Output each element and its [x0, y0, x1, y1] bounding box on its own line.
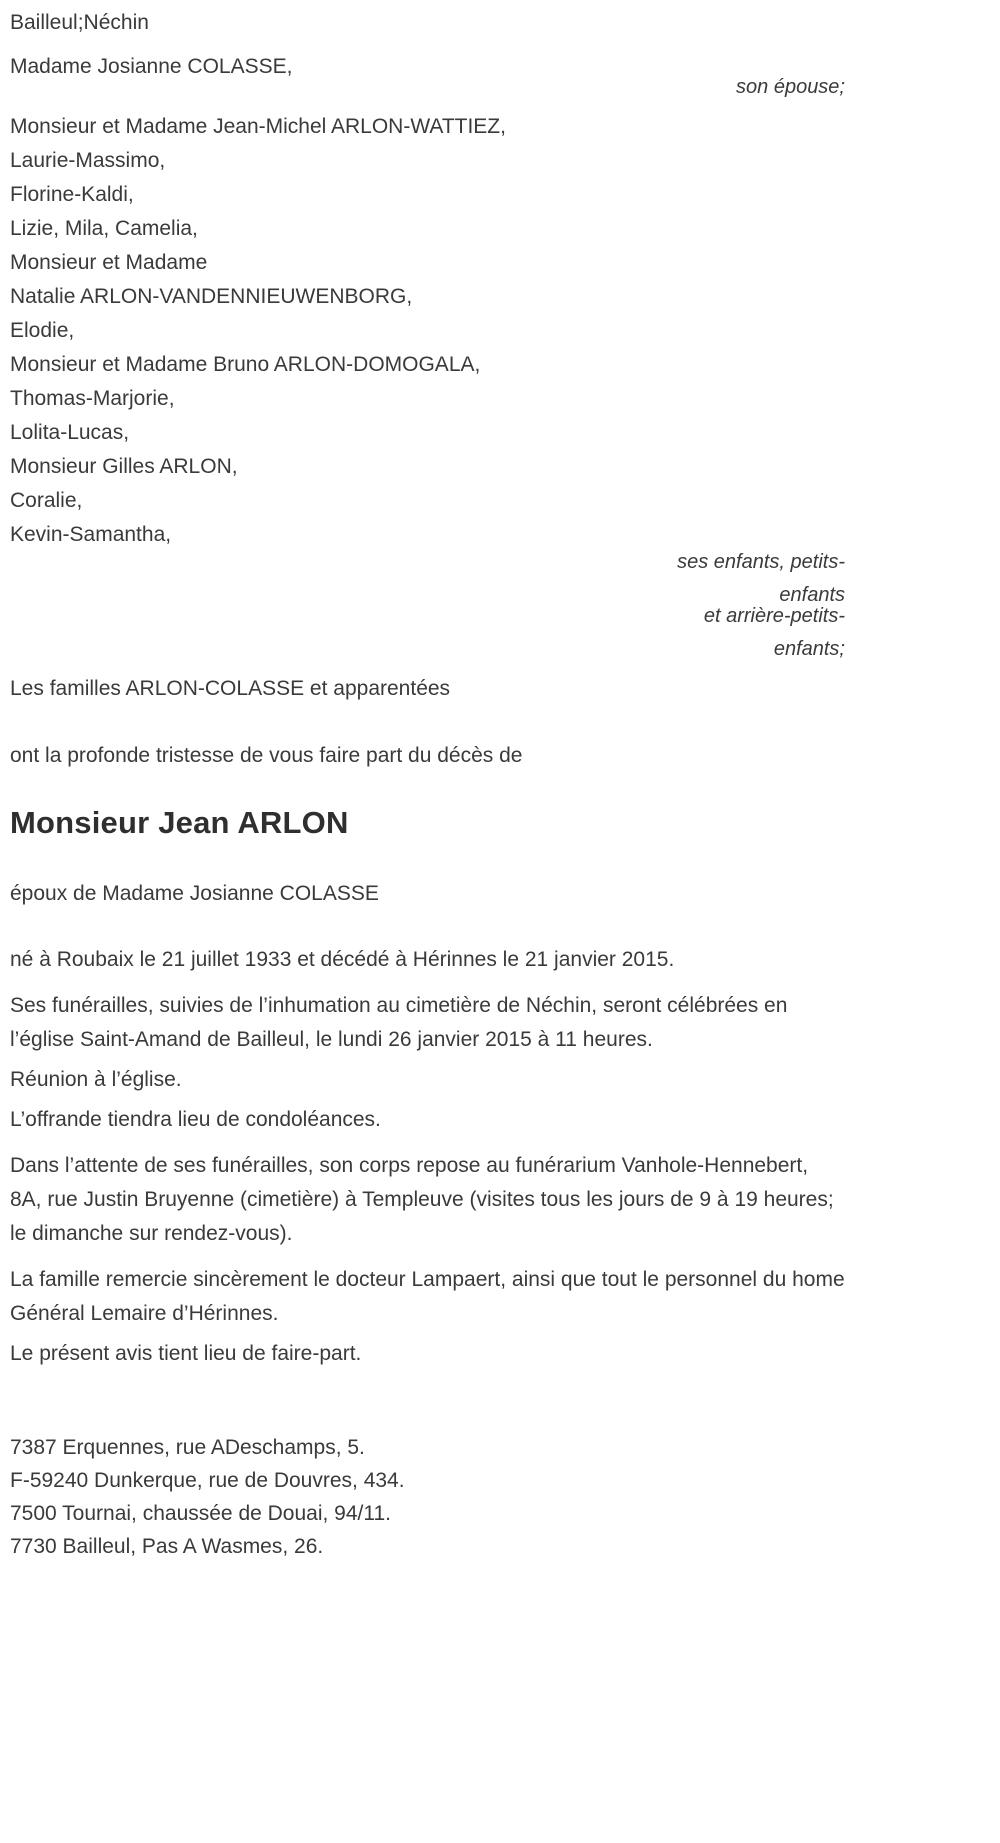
- family-member-line: Monsieur Gilles ARLON,: [10, 455, 238, 478]
- notice-line: Le présent avis tient lieu de faire-part.: [10, 1342, 362, 1365]
- family-member-line: Thomas-Marjorie,: [10, 387, 175, 410]
- address-line: 7730 Bailleul, Pas A Wasmes, 26.: [10, 1535, 324, 1558]
- address-line: 7387 Erquennes, rue ADeschamps, 5.: [10, 1436, 365, 1459]
- offering-line: L’offrande tiendra lieu de condoléances.: [10, 1108, 381, 1131]
- family-section: [10, 110, 845, 552]
- announcement-intro: ont la profonde tristesse de vous faire part du décès de: [10, 744, 523, 767]
- family-member-line: Natalie ARLON-VANDENNIEUWENBORG,: [10, 285, 413, 308]
- spouse-relation: son épouse;: [736, 76, 845, 98]
- family-member-line: Monsieur et Madame Bruno ARLON-DOMOGALA,: [10, 353, 481, 376]
- children-relation-line-2: et arrière-petits-enfants;: [703, 605, 845, 660]
- family-member-line: Monsieur et Madame Jean-Michel ARLON-WATTIEZ,: [10, 115, 506, 138]
- birth-death-line: né à Roubaix le 21 juillet 1933 et décédé à Hérinnes le 21 janvier 2015.: [10, 948, 675, 971]
- children-relation-line-1: ses enfants, petits-enfants: [677, 551, 845, 606]
- family-member-line: Laurie-Massimo,: [10, 149, 166, 172]
- deceased-name: Monsieur Jean ARLON: [10, 805, 349, 840]
- repose-paragraph: Dans l’attente de ses funérailles, son corps repose au funérarium Vanhole-Hennebert, 8A, rue Justin Bruyenne (cimetière) à Templeuve (visites tous les jours de 9 à 19 heures; le dimanche sur rendez-vous).: [10, 1154, 834, 1245]
- addresses-section: [10, 1431, 845, 1563]
- thanks-paragraph: La famille remercie sincèrement le docteur Lampaert, ainsi que tout le personnel du home Général Lemaire d’Hérinnes.: [10, 1268, 845, 1325]
- related-families-line: Les familles ARLON-COLASSE et apparentées: [10, 677, 451, 700]
- address-line: 7500 Tournai, chaussée de Douai, 94/11.: [10, 1502, 392, 1525]
- funeral-details-section: [10, 989, 845, 1371]
- family-member-line: Monsieur et Madame: [10, 251, 208, 274]
- family-member-line: Lizie, Mila, Camelia,: [10, 217, 198, 240]
- meeting-line: Réunion à l’église.: [10, 1068, 182, 1091]
- family-member-line: Kevin-Samantha,: [10, 523, 172, 546]
- cities-header: Bailleul;Néchin: [10, 11, 149, 34]
- spouse-of-line: époux de Madame Josianne COLASSE: [10, 882, 379, 905]
- family-member-line: Elodie,: [10, 319, 75, 342]
- address-line: F-59240 Dunkerque, rue de Douvres, 434.: [10, 1469, 405, 1492]
- ceremony-paragraph: Ses funérailles, suivies de l’inhumation au cimetière de Néchin, seront célébrées en l’église Saint-Amand de Bailleul, le lundi 26 janvier 2015 à 11 heures.: [10, 994, 788, 1051]
- family-member-line: Coralie,: [10, 489, 83, 512]
- family-member-line: Lolita-Lucas,: [10, 421, 130, 444]
- family-member-line: Florine-Kaldi,: [10, 183, 134, 206]
- spouse-name: Madame Josianne COLASSE,: [10, 55, 293, 78]
